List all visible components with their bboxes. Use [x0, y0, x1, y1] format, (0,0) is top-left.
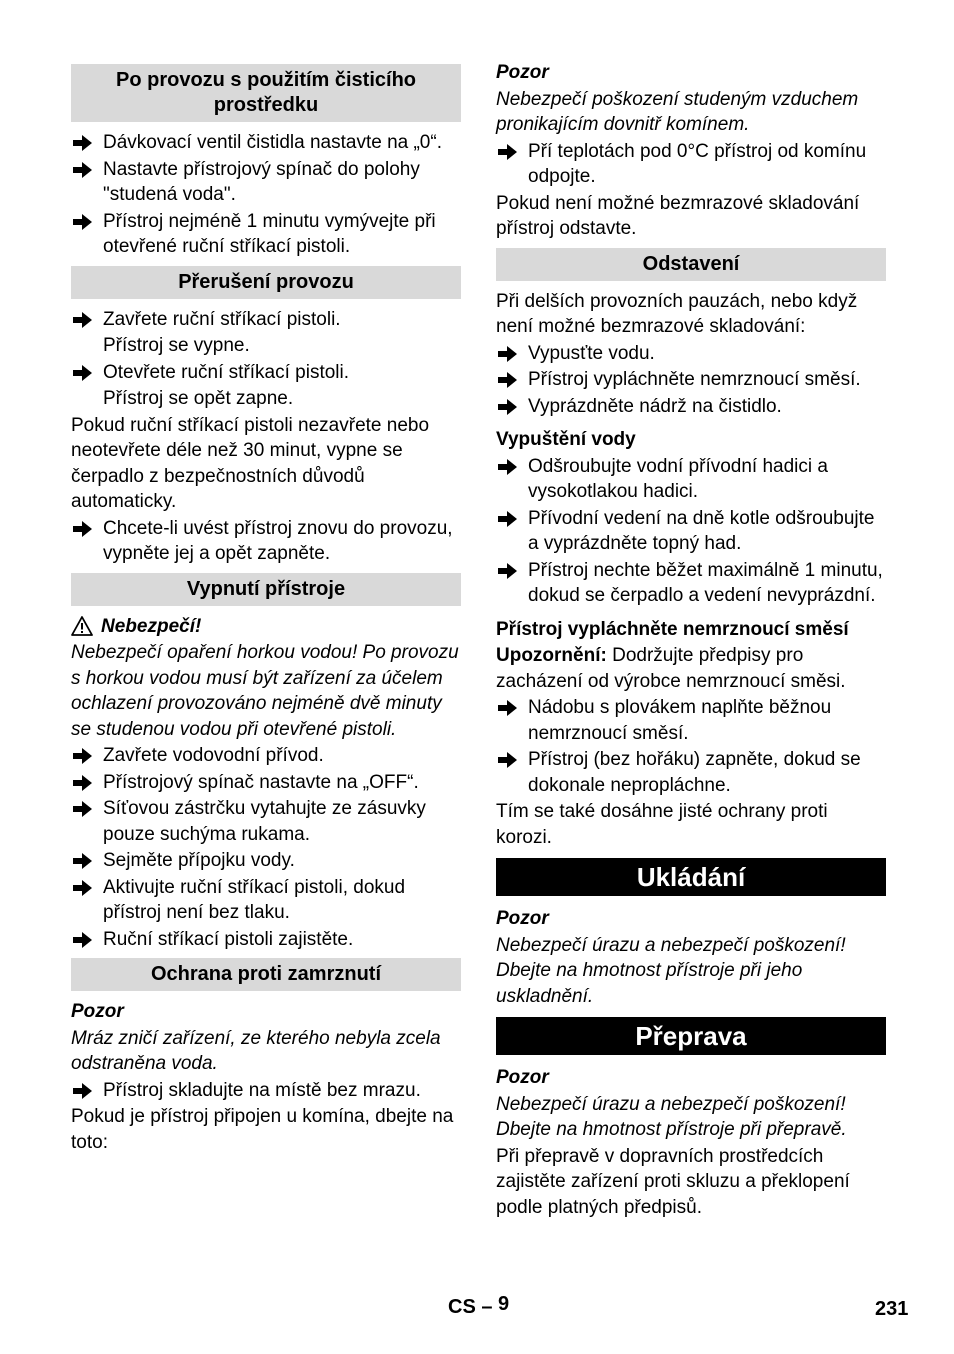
list-item: Nádobu s plovákem naplňte běžnou nemrznoucí směsí.	[496, 695, 886, 746]
list-item: Sejměte přípojku vody.	[71, 848, 461, 874]
arrow-right-icon	[73, 800, 93, 818]
arrow-right-icon	[498, 699, 518, 717]
arrow-right-icon	[73, 311, 93, 329]
caution-text: Nebezpečí poškození studeným vzduchem pronikajícím dovnitř komínem.	[496, 88, 859, 135]
list-item: Přístroj skladujte na místě bez mrazu.	[71, 1078, 461, 1104]
arrow-right-icon	[73, 774, 93, 792]
list-item: Síťovou zástrčku vytahujte ze zásuvky pouze suchýma rukama.	[71, 796, 461, 847]
paragraph: Pokud není možné bezmrazové skladování přístroj odstavte.	[496, 192, 860, 239]
list-item: Otevřete ruční stříkací pistoli.	[71, 360, 461, 386]
arrow-right-icon	[73, 520, 93, 538]
list-item: Zavřete ruční stříkací pistoli.	[71, 307, 461, 333]
arrow-right-icon	[498, 398, 518, 416]
arrow-right-icon	[498, 458, 518, 476]
paragraph: Při delších provozních pauzách, nebo když není možné bezmrazové skladování:	[496, 290, 858, 337]
right-column	[496, 60, 886, 1221]
paragraph: Pokud je přístroj připojen u komína, dbejte na toto:	[71, 1106, 454, 1153]
list-item: Vyprázdněte nádrž na čistidlo.	[496, 394, 886, 420]
paragraph: Pokud ruční stříkací pistoli nezavřete nebo neotevřete déle než 30 minut, vypne se čerpadlo z bezpečnostních důvodů automaticky.	[71, 414, 430, 512]
arrow-right-icon	[73, 747, 93, 765]
list-item: Pří teplotách pod 0°C přístroj od komínu odpojte.	[496, 139, 886, 190]
arrow-right-icon	[73, 879, 93, 897]
left-column	[71, 58, 461, 1156]
arrow-right-icon	[498, 510, 518, 528]
list-item: Vypusťte vodu.	[496, 341, 886, 367]
result-text: Přístroj se vypne.	[103, 335, 250, 356]
caution-text: Nebezpečí úrazu a nebezpečí poškození! Dbejte na hmotnost přístroje při přepravě.	[496, 1093, 847, 1140]
page-number: 231	[875, 1298, 909, 1320]
danger-text: Nebezpečí opaření horkou vodou! Po provozu s horkou vodou musí být zařízení za účelem ochlazení provozováno nejméně dvě minuty se studenou vodou při otevřené pistoli.	[71, 642, 459, 740]
heading-storage: Ukládání	[496, 858, 886, 896]
list-item: Přístroj nechte běžet maximálně 1 minutu, dokud se čerpadlo a vedení nevyprázdní.	[496, 558, 886, 609]
arrow-right-icon	[498, 143, 518, 161]
list-item: Aktivujte ruční stříkací pistoli, dokud přístroj není bez tlaku.	[71, 875, 461, 926]
subheading-antifreeze: Přístroj vypláchněte nemrznoucí směsí	[496, 618, 849, 640]
arrow-right-icon	[73, 161, 93, 179]
arrow-right-icon	[498, 562, 518, 580]
arrow-right-icon	[73, 213, 93, 231]
danger-label: Nebezpečí!	[71, 614, 461, 640]
list-item: Přístroj (bez hořáku) zapněte, dokud se dokonale nepropláchne.	[496, 747, 886, 798]
arrow-right-icon	[73, 364, 93, 382]
arrow-right-icon	[73, 1082, 93, 1100]
heading-frost-protection: Ochrana proti zamrznutí	[71, 958, 461, 991]
list-item: Ruční stříkací pistoli zajistěte.	[71, 927, 461, 953]
list-item: Odšroubujte vodní přívodní hadici a vysokotlakou hadici.	[496, 454, 886, 505]
arrow-right-icon	[73, 931, 93, 949]
arrow-right-icon	[498, 345, 518, 363]
list-item: Přístroj vypláchněte nemrznoucí směsí.	[496, 367, 886, 393]
paragraph: Při přepravě v dopravních prostředcích zajistěte zařízení proti skluzu a překlopení podle platných předpisů.	[496, 1145, 850, 1218]
list-item: Přístrojový spínač nastavte na „OFF“.	[71, 770, 461, 796]
heading-switch-off: Vypnutí přístroje	[71, 573, 461, 606]
list-item: Přívodní vedení na dně kotle odšroubujte a vyprázdněte topný had.	[496, 506, 886, 557]
subheading-drain-water: Vypuštění vody	[496, 429, 636, 450]
paragraph: Tím se také dosáhne jisté ochrany proti korozi.	[496, 801, 828, 848]
list-item: Přístroj nejméně 1 minutu vymývejte při otevřené ruční stříkací pistoli.	[71, 209, 461, 260]
heading-shutdown: Odstavení	[496, 248, 886, 281]
heading-transport: Přeprava	[496, 1017, 886, 1055]
heading-interruption: Přerušení provozu	[71, 266, 461, 299]
list-item: Nastavte přístrojový spínač do polohy "studená voda".	[71, 157, 461, 208]
list-item: Chcete-li uvést přístroj znovu do provozu, vypněte jej a opět zapněte.	[71, 516, 461, 567]
arrow-right-icon	[498, 751, 518, 769]
caution-label: Pozor	[71, 1001, 124, 1022]
list-item: Dávkovací ventil čistidla nastavte na „0“.	[71, 130, 461, 156]
arrow-right-icon	[498, 371, 518, 389]
note-paragraph: Upozornění: Dodržujte předpisy pro zacházení od výrobce nemrznoucí směsi.	[496, 645, 846, 692]
caution-text: Nebezpečí úrazu a nebezpečí poškození! Dbejte na hmotnost přístroje při jeho uskladnění.	[496, 934, 846, 1007]
arrow-right-icon	[73, 852, 93, 870]
list-item: Zavřete vodovodní přívod.	[71, 743, 461, 769]
warning-triangle-icon	[71, 616, 93, 636]
result-text: Přístroj se opět zapne.	[103, 388, 294, 409]
footer-language-page: CS – 9	[448, 1293, 510, 1318]
arrow-right-icon	[73, 134, 93, 152]
caution-label: Pozor	[496, 1067, 549, 1088]
heading-after-detergent: Po provozu s použitím čisticího prostředku	[71, 64, 461, 122]
caution-label: Pozor	[496, 908, 549, 929]
caution-label: Pozor	[496, 62, 549, 83]
caution-text: Mráz zničí zařízení, ze kterého nebyla zcela odstraněna voda.	[71, 1027, 441, 1074]
